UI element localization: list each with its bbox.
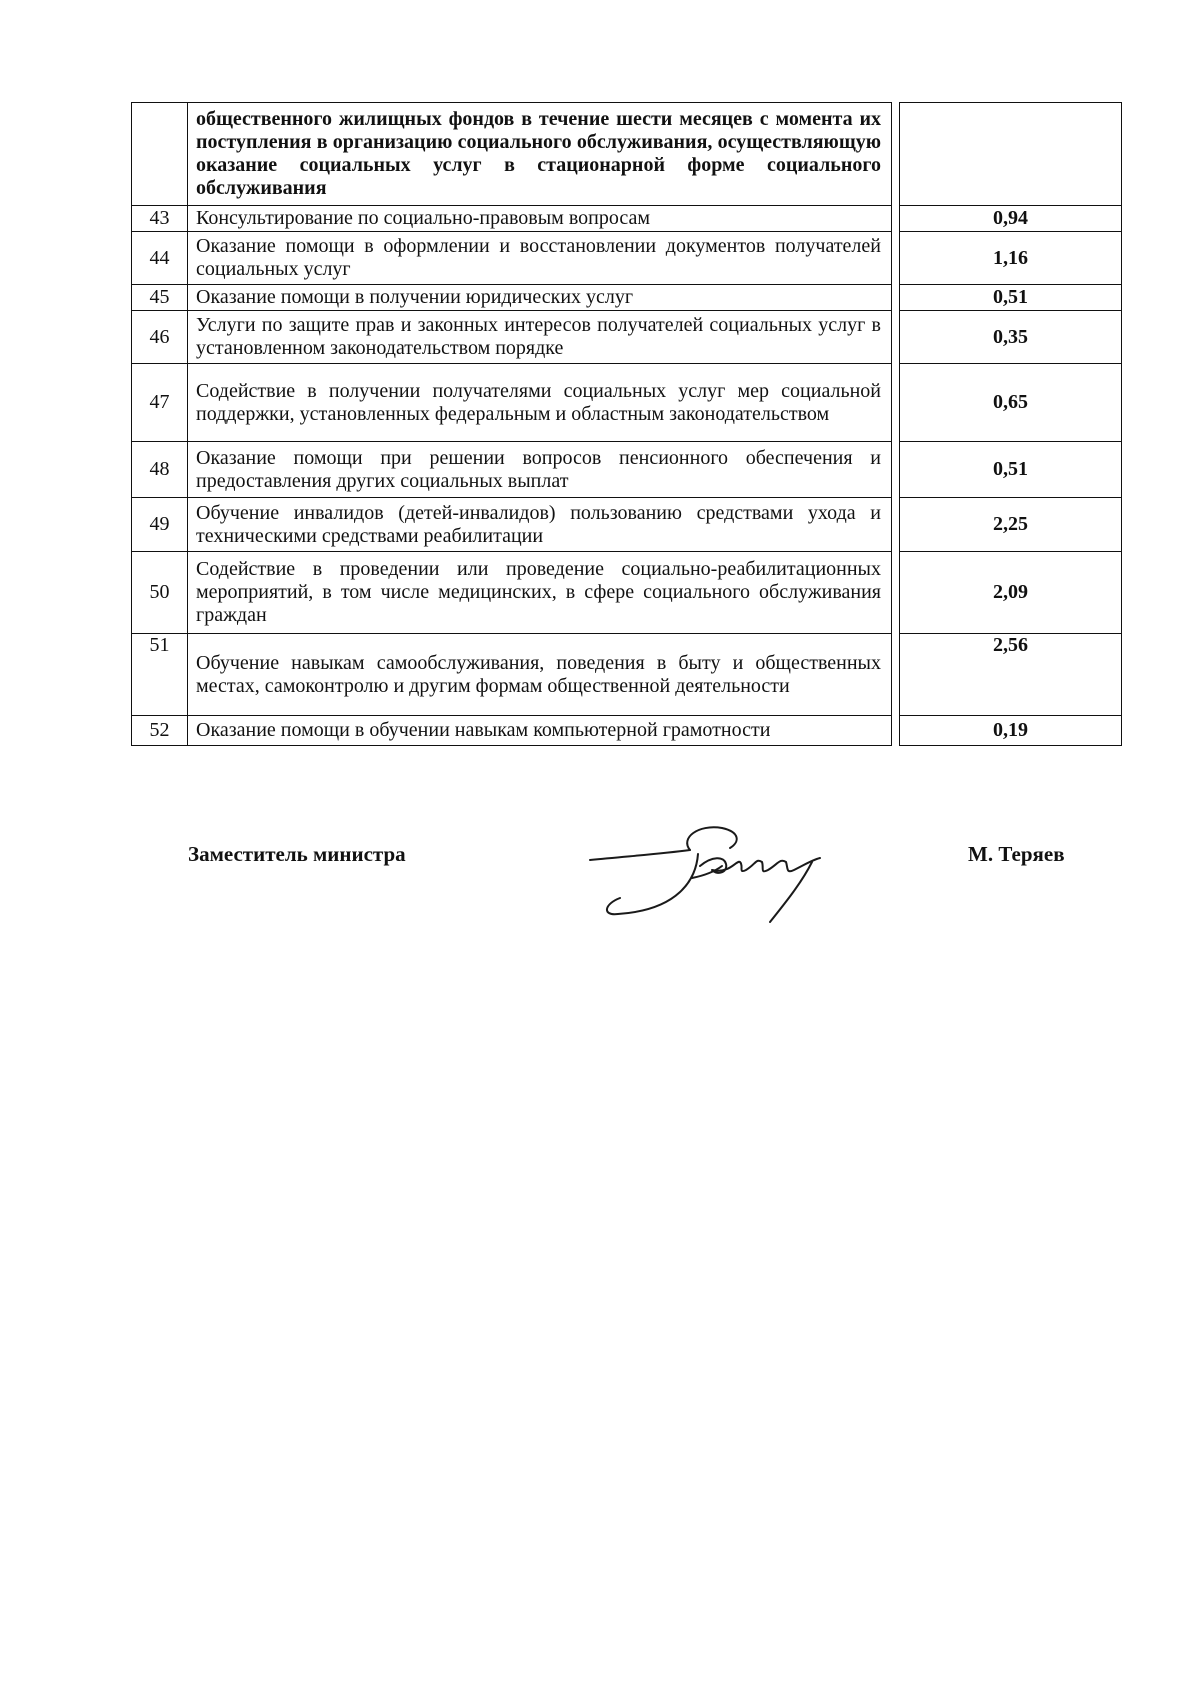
service-description: Консультирование по социально-правовым вопросам	[188, 206, 892, 232]
service-description: Обучение навыкам самообслуживания, поведения в быту и общественных местах, самоконтролю и другим формам общественной деятельности	[188, 634, 892, 716]
column-gap	[892, 634, 900, 716]
service-description: Обучение инвалидов (детей-инвалидов) пользованию средствами ухода и техническими средствами реабилитации	[188, 498, 892, 552]
service-value: 0,19	[900, 716, 1122, 746]
service-value: 2,25	[900, 498, 1122, 552]
row-number: 50	[132, 552, 188, 634]
service-description: Оказание помощи в оформлении и восстановлении документов получателей социальных услуг	[188, 232, 892, 285]
service-description: Оказание помощи в обучении навыкам компьютерной грамотности	[188, 716, 892, 746]
table-row	[132, 206, 1122, 232]
table-row	[132, 716, 1122, 746]
row-number: 44	[132, 232, 188, 285]
service-value: 0,51	[900, 442, 1122, 498]
column-gap	[892, 311, 900, 364]
table-row	[132, 103, 1122, 206]
column-gap	[892, 285, 900, 311]
handwritten-signature	[580, 820, 900, 930]
service-value: 2,56	[900, 634, 1122, 716]
row-number: 47	[132, 364, 188, 442]
table-row	[132, 364, 1122, 442]
service-value: 0,94	[900, 206, 1122, 232]
column-gap	[892, 364, 900, 442]
table-row	[132, 634, 1122, 716]
column-gap	[892, 206, 900, 232]
service-description: Услуги по защите прав и законных интересов получателей социальных услуг в установленном законодательством порядке	[188, 311, 892, 364]
signatory-position: Заместитель министра	[188, 842, 406, 866]
column-gap	[892, 103, 900, 206]
row-number: 46	[132, 311, 188, 364]
column-gap	[892, 716, 900, 746]
service-value	[900, 103, 1122, 206]
row-number: 52	[132, 716, 188, 746]
row-number: 45	[132, 285, 188, 311]
services-table	[131, 102, 1122, 746]
table-row	[132, 498, 1122, 552]
service-value: 0,51	[900, 285, 1122, 311]
service-value: 0,35	[900, 311, 1122, 364]
service-description: общественного жилищных фондов в течение шести месяцев с момента их поступления в организацию социального обслуживания, осуществляющую оказание социальных услуг в стационарной форме социального обслуживания	[188, 103, 892, 206]
service-value: 2,09	[900, 552, 1122, 634]
row-number: 43	[132, 206, 188, 232]
column-gap	[892, 442, 900, 498]
row-number: 48	[132, 442, 188, 498]
row-number: 51	[132, 634, 188, 716]
row-number	[132, 103, 188, 206]
service-value: 0,65	[900, 364, 1122, 442]
row-number: 49	[132, 498, 188, 552]
column-gap	[892, 232, 900, 285]
column-gap	[892, 552, 900, 634]
table-row	[132, 552, 1122, 634]
table-row	[132, 232, 1122, 285]
table-row	[132, 311, 1122, 364]
service-description: Содействие в проведении или проведение социально-реабилитационных мероприятий, в том числе медицинских, в сфере социального обслуживания граждан	[188, 552, 892, 634]
signatory-name: М. Теряев	[968, 842, 1065, 866]
service-description: Оказание помощи в получении юридических услуг	[188, 285, 892, 311]
column-gap	[892, 498, 900, 552]
signature-block	[0, 820, 1200, 930]
table-row	[132, 285, 1122, 311]
service-description: Оказание помощи при решении вопросов пенсионного обеспечения и предоставления других социальных выплат	[188, 442, 892, 498]
service-description: Содействие в получении получателями социальных услуг мер социальной поддержки, установленных федеральным и областным законодательством	[188, 364, 892, 442]
service-value: 1,16	[900, 232, 1122, 285]
table-row	[132, 442, 1122, 498]
